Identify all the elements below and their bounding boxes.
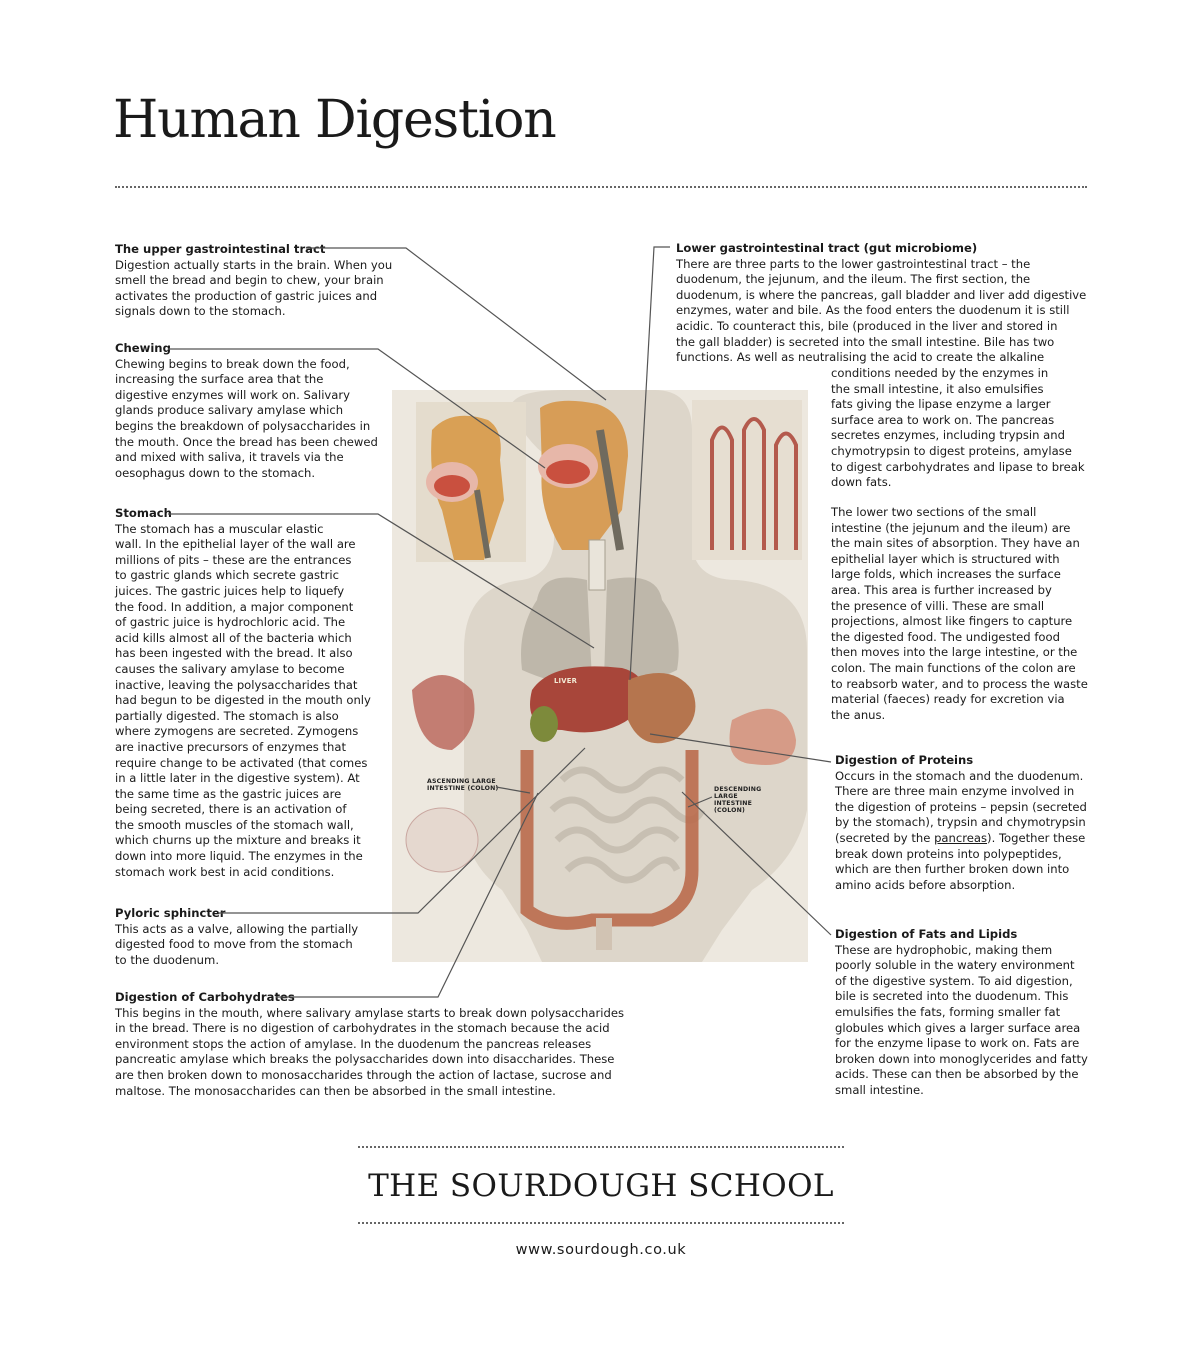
ascending-colon-label: ASCENDING LARGE INTESTINE (COLON) xyxy=(427,778,499,792)
section-lower-tract-absorption xyxy=(831,505,1091,723)
upper-tract-heading: The upper gastrointestinal tract xyxy=(115,242,326,256)
chewing-heading: Chewing xyxy=(115,341,171,355)
fats-body: These are hydrophobic, making them poorly soluble in the watery environment of the digestive system. To aid digestion, bile is secreted into the duodenum. This emulsifies the fats, forming smaller fat globules which gives a larger surface area for the enzyme lipase to work on. Fats are broken down into monoglycerides and fatty acids. These can then be absorbed by the small intestine. xyxy=(835,942,1088,1097)
anatomy-chart xyxy=(392,390,808,962)
section-lower-tract-continued xyxy=(831,366,1091,491)
section-upper-tract xyxy=(115,242,405,320)
section-proteins xyxy=(835,753,1095,893)
website-link[interactable]: www.sourdough.co.uk xyxy=(515,1242,687,1258)
pancreas-link[interactable]: pancreas xyxy=(934,830,988,845)
section-pyloric xyxy=(115,906,385,968)
top-divider xyxy=(115,186,1087,188)
fats-heading: Digestion of Fats and Lipids xyxy=(835,927,1018,941)
page-title: Human Digestion xyxy=(113,90,556,150)
proteins-body-before: Occurs in the stomach and the duodenum. There are three main enzyme involved in the digestion of proteins – pepsin (secreted by the stomach), trypsin and chymotrypsin (secreted by the xyxy=(835,768,1087,845)
pyloric-heading: Pyloric sphincter xyxy=(115,906,226,920)
descending-colon-label: DESCENDING LARGE INTESTINE (COLON) xyxy=(714,786,762,814)
proteins-body xyxy=(835,769,1095,894)
proteins-heading: Digestion of Proteins xyxy=(835,753,974,767)
proteins-body-after: ). Together these break down proteins into polypeptides, which are then further broken down into amino acids before absorption. xyxy=(835,830,1086,892)
section-lower-tract xyxy=(676,241,1091,366)
anatomy-illustration xyxy=(392,390,808,962)
carbohydrates-heading: Digestion of Carbohydrates xyxy=(115,990,295,1004)
carbohydrates-body: This begins in the mouth, where salivary amylase starts to break down polysaccharides in the bread. There is no digestion of carbohydrates in the stomach because the acid environment stops the action of amylase. In the duodenum the pancreas releases pancreatic amylase which breaks the polysaccharides down into disaccharides. These are then broken down to monosaccharides through the action of lactase, sucrose and maltose. The monosaccharides can then be absorbed in the small intestine. xyxy=(115,1005,625,1098)
stomach-body: The stomach has a muscular elastic wall. In the epithelial layer of the wall are millions of pits – these are the entrances to gastric glands which secrete gastric juices. The gastric juices help to liquefy the food. In addition, a major component of gastric juice is hydrochloric acid. The acid kills almost all of the bacteria which has been ingested with the bread. It also causes the salivary amylase to become inactive, leaving the polysaccharides that had begun to be digested in the mouth only partially digested. The stomach is also where zymogens are secreted. Zymogens are inactive precursors of enzymes that require change to be activated (that comes in a little later in the digestive system). At the same time as the gastric juices are being secreted, there is an activation of the smooth muscles of the stomach wall, which churns up the mixture and breaks it down into more liquid. The enzymes in the stomach work best in acid conditions. xyxy=(115,521,371,879)
brand-name: THE SOURDOUGH SCHOOL xyxy=(368,1168,834,1204)
footer-divider-bottom xyxy=(358,1222,844,1224)
lower-tract-body-wide: There are three parts to the lower gastrointestinal tract – the duodenum, the jejunum, and the ileum. The first section, the duodenum, is where the pancreas, gall bladder and liver add digestive enzymes, water and bile. As the food enters the duodenum it is still acidic. To counteract this, bile (produced in the liver and stored in the gall bladder) is secreted into the small intestine. Bile has two functions. As well as neutralising the acid to create the alkaline xyxy=(676,256,1087,365)
chewing-body: Chewing begins to break down the food, increasing the surface area that the digestive enzymes will work on. Salivary glands produce salivary amylase which begins the breakdown of polysaccharides in the mouth. Once the bread has been chewed and mixed with saliva, it travels via the oesophagus down to the stomach. xyxy=(115,356,378,480)
footer-divider-top xyxy=(358,1146,844,1148)
lower-tract-body-narrow: conditions needed by the enzymes in the small intestine, it also emulsifies fats giving the lipase enzyme a larger surface area to work on. The pancreas secretes enzymes, including trypsin and chymotrypsin to digest proteins, amylase to digest carbohydrates and lipase to break down fats. xyxy=(831,366,1085,490)
section-stomach xyxy=(115,506,385,880)
stomach-heading: Stomach xyxy=(115,506,172,520)
section-chewing xyxy=(115,341,385,481)
upper-tract-body: Digestion actually starts in the brain. When you smell the bread and begin to chew, your brain activates the production of gastric juices and signals down to the stomach. xyxy=(115,257,393,319)
section-fats xyxy=(835,927,1095,1099)
section-carbohydrates xyxy=(115,990,635,1099)
lower-tract-heading: Lower gastrointestinal tract (gut microbiome) xyxy=(676,241,978,255)
lower-tract-body-second: The lower two sections of the small intestine (the jejunum and the ileum) are the main sites of absorption. They have an epithelial layer which is structured with large folds, which increases the surface area. This area is further increased by the presence of villi. These are small projections, almost like fingers to capture the digested food. The undigested food then moves into the large intestine, or the colon. The main functions of the colon are to reabsorb water, and to process the waste material (faeces) ready for excretion via the anus. xyxy=(831,505,1088,722)
pyloric-body: This acts as a valve, allowing the partially digested food to move from the stomach to the duodenum. xyxy=(115,921,359,967)
liver-label: LIVER xyxy=(554,677,577,685)
